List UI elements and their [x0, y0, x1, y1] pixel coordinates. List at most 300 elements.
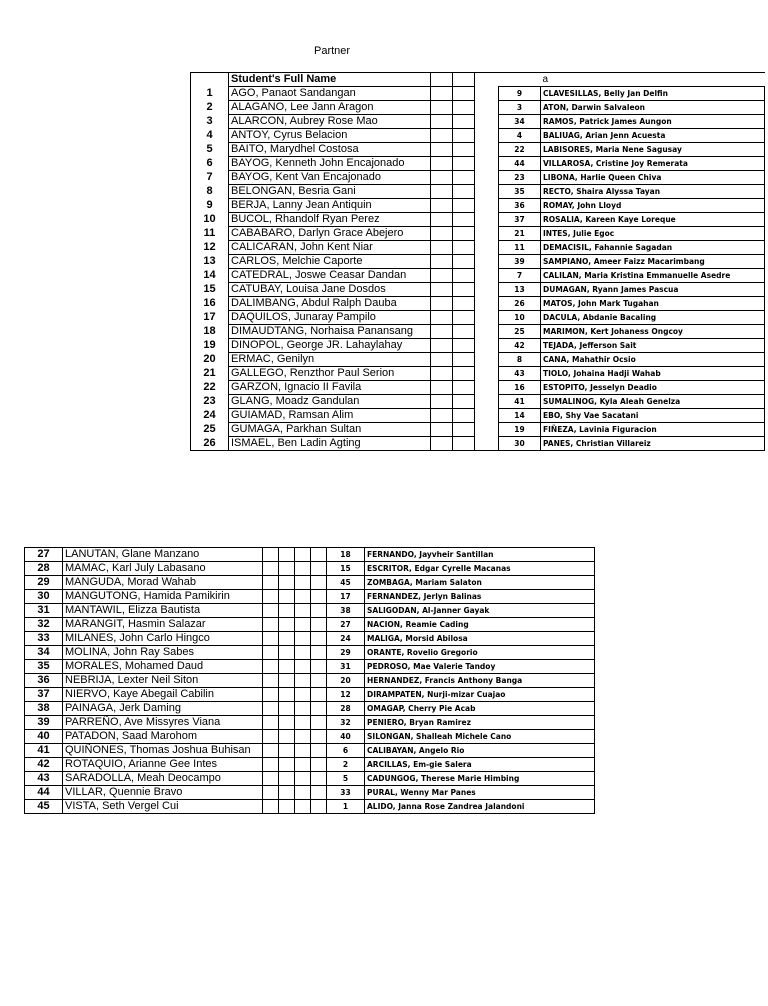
partner-number: 6: [327, 744, 365, 758]
table-row: [191, 171, 765, 185]
student-number: 24: [191, 409, 229, 423]
blank-cell: [263, 660, 279, 674]
blank-cell: [453, 353, 475, 367]
blank-cell: [431, 129, 453, 143]
spacer-cell: [475, 213, 499, 227]
blank-cell: [311, 604, 327, 618]
blank-cell: [453, 143, 475, 157]
student-number: 8: [191, 185, 229, 199]
table-header-row: [191, 73, 765, 87]
table-row: [191, 255, 765, 269]
blank-cell: [295, 548, 311, 562]
partner-name: PURAL, Wenny Mar Panes: [365, 786, 595, 800]
student-number: 16: [191, 297, 229, 311]
blank-cell: [431, 227, 453, 241]
student-number: 35: [25, 660, 63, 674]
student-name: GUIAMAD, Ramsan Alim: [229, 409, 431, 423]
blank-cell: [295, 786, 311, 800]
blank-cell: [279, 716, 295, 730]
student-number: 2: [191, 101, 229, 115]
partner-name: HERNANDEZ, Francis Anthony Banga: [365, 674, 595, 688]
spacer-cell: [475, 381, 499, 395]
blank-cell: [431, 437, 453, 451]
student-name: MILANES, John Carlo Hingco: [63, 632, 263, 646]
blank-cell: [279, 646, 295, 660]
blank-cell: [431, 283, 453, 297]
spacer-cell: [475, 437, 499, 451]
student-name: CALICARAN, John Kent Niar: [229, 241, 431, 255]
student-name: BAYOG, Kenneth John Encajonado: [229, 157, 431, 171]
spacer-cell: [475, 199, 499, 213]
partner-number: 20: [327, 674, 365, 688]
partner-number: 7: [499, 269, 541, 283]
partner-name: OMAGAP, Cherry Pie Acab: [365, 702, 595, 716]
student-name: ERMAC, Genilyn: [229, 353, 431, 367]
partner-name: FIÑEZA, Lavinia Figuracion: [541, 423, 765, 437]
partner-number: 32: [327, 716, 365, 730]
blank-cell: [431, 381, 453, 395]
student-number: 5: [191, 143, 229, 157]
student-name: DALIMBANG, Abdul Ralph Dauba: [229, 297, 431, 311]
blank-cell: [311, 744, 327, 758]
table-row: [191, 227, 765, 241]
table-row: [191, 423, 765, 437]
student-name: CABABARO, Darlyn Grace Abejero: [229, 227, 431, 241]
blank-cell: [279, 786, 295, 800]
student-name: MORALES, Mohamed Daud: [63, 660, 263, 674]
blank-cell: [453, 269, 475, 283]
student-name: AGO, Panaot Sandangan: [229, 87, 431, 101]
partner-number: 30: [499, 437, 541, 451]
partner-name: MARIMON, Kert Johaness Ongcoy: [541, 325, 765, 339]
blank-cell: [453, 255, 475, 269]
partner-number: 25: [499, 325, 541, 339]
partner-number: 18: [327, 548, 365, 562]
blank-cell: [263, 744, 279, 758]
partner-column-header: a: [542, 74, 549, 85]
blank-cell: [311, 618, 327, 632]
partner-number: 26: [499, 297, 541, 311]
table-row: [191, 367, 765, 381]
blank-cell: [279, 590, 295, 604]
partner-number: 28: [327, 702, 365, 716]
spacer-cell: [475, 157, 499, 171]
partner-number: 41: [499, 395, 541, 409]
blank-cell: [279, 660, 295, 674]
table-row: [25, 618, 595, 632]
student-number: 27: [25, 548, 63, 562]
spacer-cell: [475, 353, 499, 367]
student-name: CARLOS, Melchie Caporte: [229, 255, 431, 269]
table-row: [25, 688, 595, 702]
spacer-cell: [475, 255, 499, 269]
blank-cell: [311, 660, 327, 674]
spacer-cell: [475, 423, 499, 437]
partner-number: 3: [499, 101, 541, 115]
student-number: 20: [191, 353, 229, 367]
student-number: 36: [25, 674, 63, 688]
table-row: [191, 395, 765, 409]
table-row: [191, 115, 765, 129]
spacer-cell: [475, 87, 499, 101]
student-name: MANTAWIL, Elizza Bautista: [63, 604, 263, 618]
partner-name: PANES, Christian Villareiz: [541, 437, 765, 451]
blank-cell: [263, 758, 279, 772]
table-row: [191, 157, 765, 171]
partner-name: CLAVESILLAS, Belly Jan Delfin: [541, 87, 765, 101]
partner-name: SALIGODAN, Al-Janner Gayak: [365, 604, 595, 618]
blank-cell: [263, 716, 279, 730]
partner-name: ARCILLAS, Em-gie Salera: [365, 758, 595, 772]
spacer-cell: [475, 143, 499, 157]
spacer-cell: [475, 325, 499, 339]
table-row: [25, 576, 595, 590]
student-name: CATUBAY, Louisa Jane Dosdos: [229, 283, 431, 297]
table-row: [191, 339, 765, 353]
student-number: 12: [191, 241, 229, 255]
blank-cell: [295, 702, 311, 716]
blank-cell: [311, 702, 327, 716]
partner-number: 10: [499, 311, 541, 325]
blank-cell: [263, 772, 279, 786]
blank-cell: [453, 283, 475, 297]
student-number: 42: [25, 758, 63, 772]
page-title: Partner: [314, 45, 351, 57]
blank-cell: [279, 604, 295, 618]
partner-name: ORANTE, Rovelio Gregorio: [365, 646, 595, 660]
student-number: 14: [191, 269, 229, 283]
blank-cell: [431, 311, 453, 325]
blank-cell: [263, 800, 279, 814]
blank-cell: [263, 702, 279, 716]
partner-number: 35: [499, 185, 541, 199]
blank-cell: [453, 367, 475, 381]
blank-cell: [263, 618, 279, 632]
table-row: [191, 241, 765, 255]
spacer-cell: [475, 227, 499, 241]
table-row: [191, 409, 765, 423]
blank-cell: [279, 562, 295, 576]
student-number: 17: [191, 311, 229, 325]
partner-number: 12: [327, 688, 365, 702]
partner-number: 38: [327, 604, 365, 618]
blank-cell: [453, 171, 475, 185]
student-number: 39: [25, 716, 63, 730]
student-name: DAQUILOS, Junaray Pampilo: [229, 311, 431, 325]
blank-cell: [279, 772, 295, 786]
student-name: VISTA, Seth Vergel Cui: [63, 800, 263, 814]
table-row: [25, 674, 595, 688]
table-row: [25, 772, 595, 786]
partner-number: 19: [499, 423, 541, 437]
table-row: [25, 730, 595, 744]
student-number: 34: [25, 646, 63, 660]
spacer-cell: [475, 269, 499, 283]
blank-cell: [279, 688, 295, 702]
table-row: [191, 213, 765, 227]
table-row: [25, 800, 595, 814]
blank-cell: [431, 339, 453, 353]
blank-cell: [295, 576, 311, 590]
partner-name: CALIBAYAN, Angelo Rio: [365, 744, 595, 758]
partner-number: 43: [499, 367, 541, 381]
student-name: MOLINA, John Ray Sabes: [63, 646, 263, 660]
table-row: [191, 325, 765, 339]
blank-cell: [431, 143, 453, 157]
partner-name: TIOLO, Johaina Hadji Wahab: [541, 367, 765, 381]
blank-cell: [311, 800, 327, 814]
spacer-cell: [475, 409, 499, 423]
student-name: CATEDRAL, Joswe Ceasar Dandan: [229, 269, 431, 283]
spacer-cell: [475, 185, 499, 199]
partner-number: 29: [327, 646, 365, 660]
table-row: [25, 590, 595, 604]
partner-name: SILONGAN, Shalleah Michele Cano: [365, 730, 595, 744]
partner-name: SAMPIANO, Ameer Faizz Macarimbang: [541, 255, 765, 269]
table-row: [191, 269, 765, 283]
partner-name: LIBONA, Harlie Queen Chiva: [541, 171, 765, 185]
student-name: ALARCON, Aubrey Rose Mao: [229, 115, 431, 129]
partner-name: ESTOPITO, Jesselyn Deadio: [541, 381, 765, 395]
student-name: GALLEGO, Renzthor Paul Serion: [229, 367, 431, 381]
student-number: 4: [191, 129, 229, 143]
student-number: 11: [191, 227, 229, 241]
table-row: [191, 199, 765, 213]
partner-name: NACION, Reamie Cading: [365, 618, 595, 632]
student-number: 40: [25, 730, 63, 744]
spacer-cell: [475, 339, 499, 353]
partner-number: 36: [499, 199, 541, 213]
blank-cell: [431, 87, 453, 101]
student-number: 9: [191, 199, 229, 213]
student-number: 13: [191, 255, 229, 269]
student-name: PATADON, Saad Marohom: [63, 730, 263, 744]
student-name: BERJA, Lanny Jean Antiquin: [229, 199, 431, 213]
blank-cell: [295, 590, 311, 604]
student-number: 37: [25, 688, 63, 702]
table-row: [191, 143, 765, 157]
student-name: NEBRIJA, Lexter Neil Siton: [63, 674, 263, 688]
student-number: 10: [191, 213, 229, 227]
blank-cell: [431, 73, 453, 87]
partner-number: 39: [499, 255, 541, 269]
student-number: 21: [191, 367, 229, 381]
student-name: BUCOL, Rhandolf Ryan Perez: [229, 213, 431, 227]
student-name: SARADOLLA, Meah Deocampo: [63, 772, 263, 786]
partner-number: 33: [327, 786, 365, 800]
number-header-cell: [191, 73, 229, 87]
blank-cell: [453, 115, 475, 129]
partner-number: 21: [499, 227, 541, 241]
blank-cell: [453, 129, 475, 143]
student-number: 41: [25, 744, 63, 758]
table-row: [25, 562, 595, 576]
blank-cell: [279, 632, 295, 646]
blank-cell: [279, 800, 295, 814]
table-row: [25, 786, 595, 800]
student-name: MANGUDA, Morad Wahab: [63, 576, 263, 590]
blank-cell: [431, 423, 453, 437]
blank-cell: [431, 269, 453, 283]
student-number: 23: [191, 395, 229, 409]
partner-number: 14: [499, 409, 541, 423]
student-number: 7: [191, 171, 229, 185]
blank-cell: [311, 674, 327, 688]
blank-cell: [453, 423, 475, 437]
blank-cell: [295, 730, 311, 744]
student-number: 3: [191, 115, 229, 129]
blank-cell: [431, 241, 453, 255]
student-name: GUMAGA, Parkhan Sultan: [229, 423, 431, 437]
student-name: PAINAGA, Jerk Daming: [63, 702, 263, 716]
blank-cell: [431, 395, 453, 409]
blank-cell: [311, 758, 327, 772]
table-row: [25, 646, 595, 660]
table-row: [191, 185, 765, 199]
blank-cell: [263, 576, 279, 590]
table-row: [25, 660, 595, 674]
blank-cell: [311, 716, 327, 730]
blank-cell: [311, 590, 327, 604]
blank-cell: [295, 758, 311, 772]
spacer-cell: [475, 311, 499, 325]
partner-number: 42: [499, 339, 541, 353]
student-number: 45: [25, 800, 63, 814]
blank-cell: [263, 688, 279, 702]
partner-name: FERNANDO, Jayvheir Santillan: [365, 548, 595, 562]
partner-number: 2: [327, 758, 365, 772]
table-row: [25, 716, 595, 730]
partner-number: 16: [499, 381, 541, 395]
student-number: 28: [25, 562, 63, 576]
student-number: 43: [25, 772, 63, 786]
table-row: [25, 744, 595, 758]
blank-cell: [263, 646, 279, 660]
partner-name: DUMAGAN, Ryann James Pascua: [541, 283, 765, 297]
blank-cell: [431, 325, 453, 339]
blank-cell: [453, 241, 475, 255]
partner-number: 31: [327, 660, 365, 674]
partner-name: ROMAY, John Lloyd: [541, 199, 765, 213]
partner-name: MALIGA, Morsid Abilosa: [365, 632, 595, 646]
partner-number: 45: [327, 576, 365, 590]
student-name: GARZON, Ignacio II Favila: [229, 381, 431, 395]
blank-cell: [453, 213, 475, 227]
blank-cell: [295, 716, 311, 730]
table-row: [25, 758, 595, 772]
student-number: 30: [25, 590, 63, 604]
table-row: [191, 129, 765, 143]
blank-cell: [295, 618, 311, 632]
student-name: ROTAQUIO, Arianne Gee Intes: [63, 758, 263, 772]
blank-cell: [311, 562, 327, 576]
spacer-cell: [475, 367, 499, 381]
student-number: 26: [191, 437, 229, 451]
student-name: QUIÑONES, Thomas Joshua Buhisan: [63, 744, 263, 758]
student-name: NIERVO, Kaye Abegail Cabilin: [63, 688, 263, 702]
blank-cell: [431, 213, 453, 227]
student-name: DINOPOL, George JR. Lahaylahay: [229, 339, 431, 353]
student-number: 15: [191, 283, 229, 297]
partner-name: RAMOS, Patrick James Aungon: [541, 115, 765, 129]
table-row: [191, 311, 765, 325]
blank-cell: [453, 339, 475, 353]
blank-cell: [311, 772, 327, 786]
blank-cell: [311, 646, 327, 660]
blank-cell: [431, 185, 453, 199]
blank-cell: [279, 576, 295, 590]
partner-name: CANA, Mahathir Ocsio: [541, 353, 765, 367]
spacer-cell: [475, 171, 499, 185]
partner-number: 9: [499, 87, 541, 101]
partner-number: 5: [327, 772, 365, 786]
student-name: DIMAUDTANG, Norhaisa Panansang: [229, 325, 431, 339]
blank-cell: [263, 562, 279, 576]
student-number: 6: [191, 157, 229, 171]
blank-cell: [431, 297, 453, 311]
blank-cell: [453, 101, 475, 115]
student-name: MAMAC, Karl July Labasano: [63, 562, 263, 576]
student-number: 18: [191, 325, 229, 339]
partner-table-top: [190, 72, 765, 451]
blank-cell: [279, 702, 295, 716]
blank-cell: [453, 199, 475, 213]
spacer-cell: [475, 73, 499, 87]
blank-cell: [263, 590, 279, 604]
blank-cell: [279, 618, 295, 632]
blank-cell: [453, 227, 475, 241]
blank-cell: [279, 674, 295, 688]
table-row: [191, 283, 765, 297]
partner-number-header: [499, 73, 541, 87]
table-row: [191, 437, 765, 451]
blank-cell: [263, 548, 279, 562]
spacer-cell: [475, 395, 499, 409]
blank-cell: [311, 632, 327, 646]
blank-cell: [431, 171, 453, 185]
student-name: ISMAEL, Ben Ladin Agting: [229, 437, 431, 451]
partner-number: 37: [499, 213, 541, 227]
blank-cell: [295, 674, 311, 688]
blank-cell: [431, 157, 453, 171]
partner-name: INTES, Julie Egoc: [541, 227, 765, 241]
student-number: 29: [25, 576, 63, 590]
student-number: 38: [25, 702, 63, 716]
partner-number: 23: [499, 171, 541, 185]
blank-cell: [279, 758, 295, 772]
table-row: [25, 702, 595, 716]
student-name: LANUTAN, Glane Manzano: [63, 548, 263, 562]
blank-cell: [453, 87, 475, 101]
partner-number: 27: [327, 618, 365, 632]
partner-number: 40: [327, 730, 365, 744]
blank-cell: [453, 437, 475, 451]
blank-cell: [431, 367, 453, 381]
partner-table-bottom: [24, 547, 595, 814]
student-name-header: Student's Full Name: [229, 73, 431, 87]
partner-name: BALIUAG, Arian Jenn Acuesta: [541, 129, 765, 143]
blank-cell: [295, 562, 311, 576]
student-name: MARANGIT, Hasmin Salazar: [63, 618, 263, 632]
partner-name: CADUNGOG, Therese Marie Himbing: [365, 772, 595, 786]
blank-cell: [311, 688, 327, 702]
blank-cell: [453, 157, 475, 171]
blank-cell: [279, 730, 295, 744]
table-row: [191, 297, 765, 311]
table-row: [25, 604, 595, 618]
partner-name: ROSALIA, Kareen Kaye Loreque: [541, 213, 765, 227]
spacer-cell: [475, 283, 499, 297]
